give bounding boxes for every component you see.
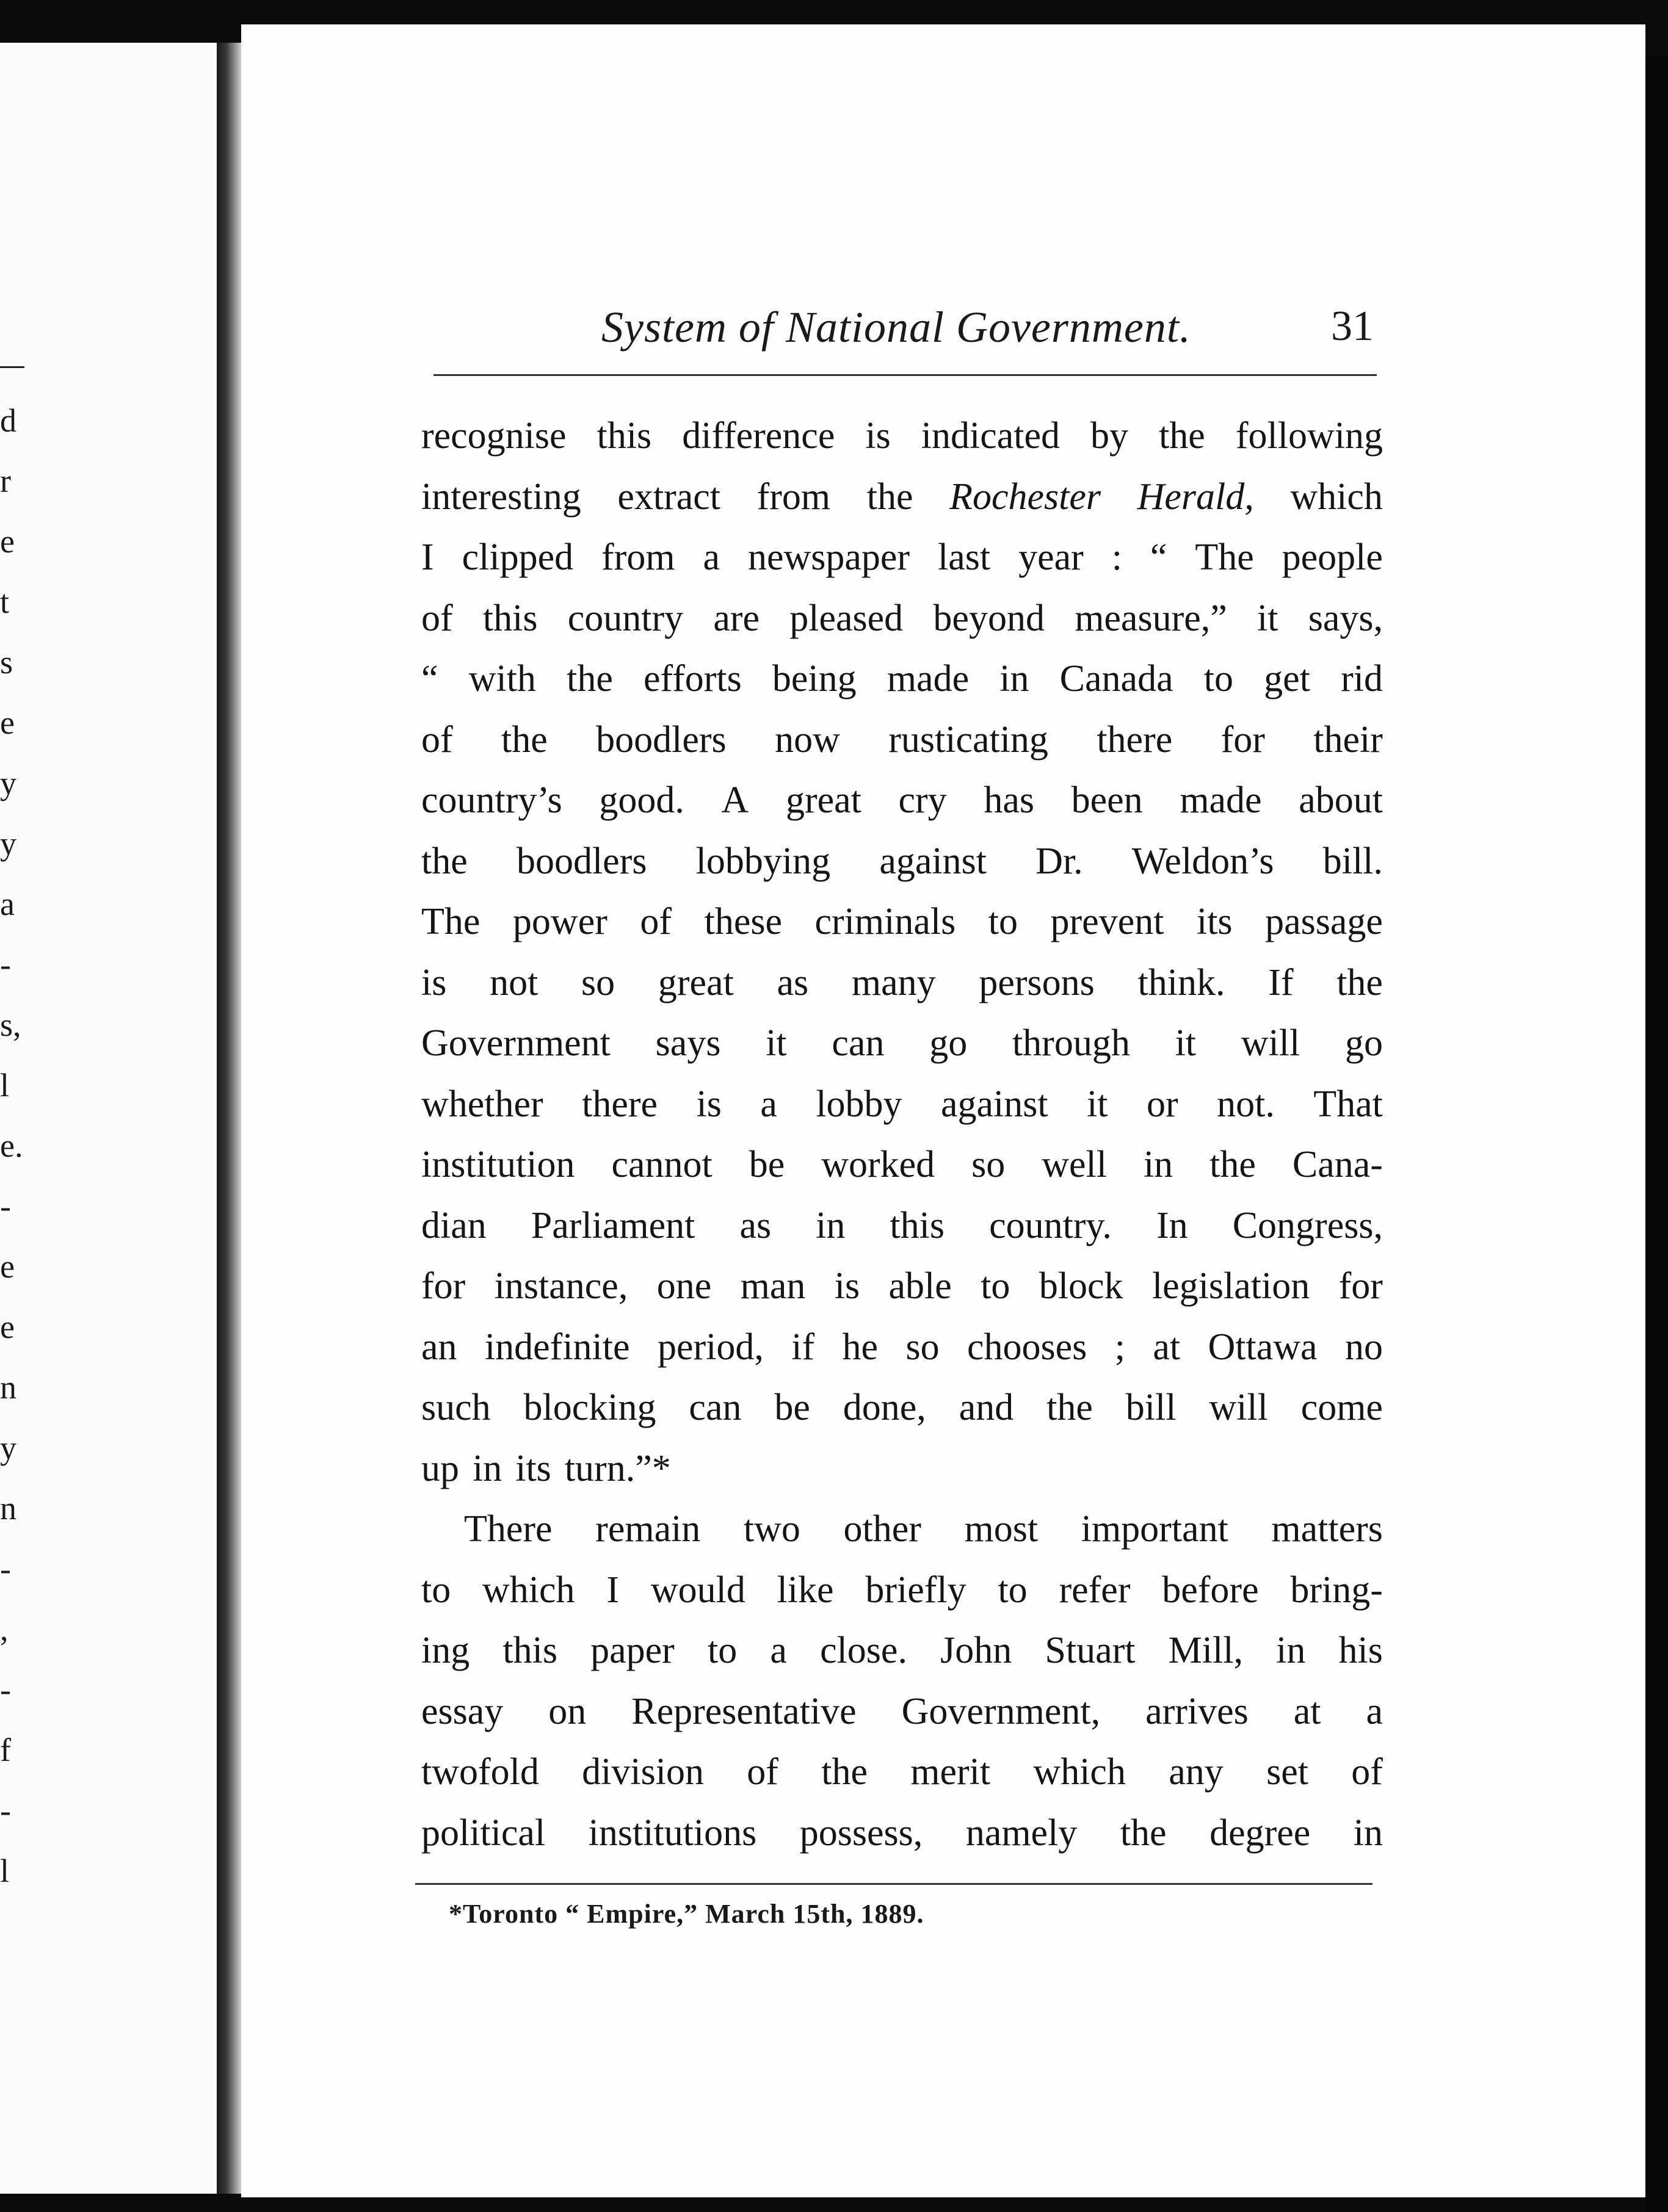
body-line: There remain two other most important matters: [464, 1508, 1383, 1550]
body-text: [421, 406, 1383, 1863]
scan-right-border: [1645, 55, 1668, 2212]
running-header: [421, 302, 1392, 357]
body-line: political institutions possess, namely the degree in: [421, 1812, 1383, 1854]
book-gutter-shadow: [217, 43, 241, 2194]
body-line: such blocking can be done, and the bill will come: [421, 1387, 1383, 1428]
left-page-fragment: s,: [0, 1007, 21, 1043]
body-line: for instance, one man is able to block legislation for: [421, 1265, 1383, 1307]
body-line: is not so great as many persons think. If the: [421, 961, 1383, 1003]
body-line: institution cannot be worked so well in the Cana-: [421, 1144, 1383, 1185]
body-line: the boodlers lobbying against Dr. Weldon’s bill.: [421, 840, 1383, 882]
left-page-fragment: d: [0, 402, 16, 439]
body-line: essay on Representative Government, arrives at a: [421, 1690, 1383, 1732]
left-page-fragment: y: [0, 1429, 16, 1466]
body-line: twofold division of the merit which any set of: [421, 1751, 1383, 1793]
body-line: recognise this difference is indicated by the following: [421, 415, 1383, 457]
body-line: of this country are pleased beyond measure,” it says,: [421, 597, 1383, 639]
left-page-fragment: f: [0, 1732, 11, 1768]
left-page-fragment: -: [0, 1550, 11, 1587]
left-page-fragment: n: [0, 1369, 16, 1406]
body-line: to which I would like briefly to refer before bring-: [421, 1569, 1383, 1611]
left-page-fragment: l: [0, 1067, 10, 1104]
body-line: I clipped from a newspaper last year : “ The people: [421, 537, 1383, 578]
left-page-fragment: a: [0, 886, 15, 922]
left-page-rule: [0, 366, 24, 368]
left-page-fragment: s: [0, 644, 13, 681]
left-page-fragment: ,: [0, 1611, 9, 1647]
left-page-fragment: -: [0, 1188, 11, 1224]
left-page-fragment: e.: [0, 1127, 23, 1164]
left-page-fragment: e: [0, 1248, 15, 1285]
body-line: The power of these criminals to prevent its passage: [421, 901, 1383, 942]
footnote-rule: [415, 1883, 1372, 1885]
left-page-fragment: e: [0, 1309, 15, 1345]
body-line: “ with the efforts being made in Canada to get rid: [421, 658, 1383, 699]
body-line: dian Parliament as in this country. In Congress,: [421, 1204, 1383, 1246]
body-line: of the boodlers now rusticating there for their: [421, 718, 1383, 761]
left-page-fragment: r: [0, 463, 11, 499]
left-page-fragment: l: [0, 1852, 10, 1889]
body-line: whether there is a lobby against it or not. That: [421, 1083, 1383, 1125]
body-line: country’s good. A great cry has been made about: [421, 779, 1383, 821]
left-page-fragment: y: [0, 765, 16, 801]
left-page-text-fragments: [0, 391, 37, 1901]
left-page-fragment: -: [0, 946, 11, 983]
page-number: 31: [1331, 303, 1374, 350]
left-page-fragment: n: [0, 1490, 16, 1527]
body-line: Government says it can go through it will go: [421, 1022, 1383, 1064]
body-line: ing this paper to a close. John Stuart Mill, in his: [421, 1630, 1383, 1671]
left-page-fragment: e: [0, 523, 15, 560]
body-line: up in its turn.”*: [421, 1447, 671, 1489]
body-line: interesting extract from the Rochester Herald, which: [421, 475, 1383, 518]
left-page-fragment: -: [0, 1792, 11, 1829]
left-page-fragment: e: [0, 704, 15, 741]
left-page-fragment: -: [0, 1671, 11, 1708]
running-title: System of National Government.: [601, 303, 1191, 352]
left-page-fragment: y: [0, 825, 16, 862]
header-rule: [433, 374, 1377, 376]
body-line: an indefinite period, if he so chooses ; at Ottawa no: [421, 1326, 1383, 1368]
left-page-fragment: t: [0, 584, 10, 620]
footnote: *Toronto “ Empire,” March 15th, 1889.: [449, 1899, 924, 1929]
